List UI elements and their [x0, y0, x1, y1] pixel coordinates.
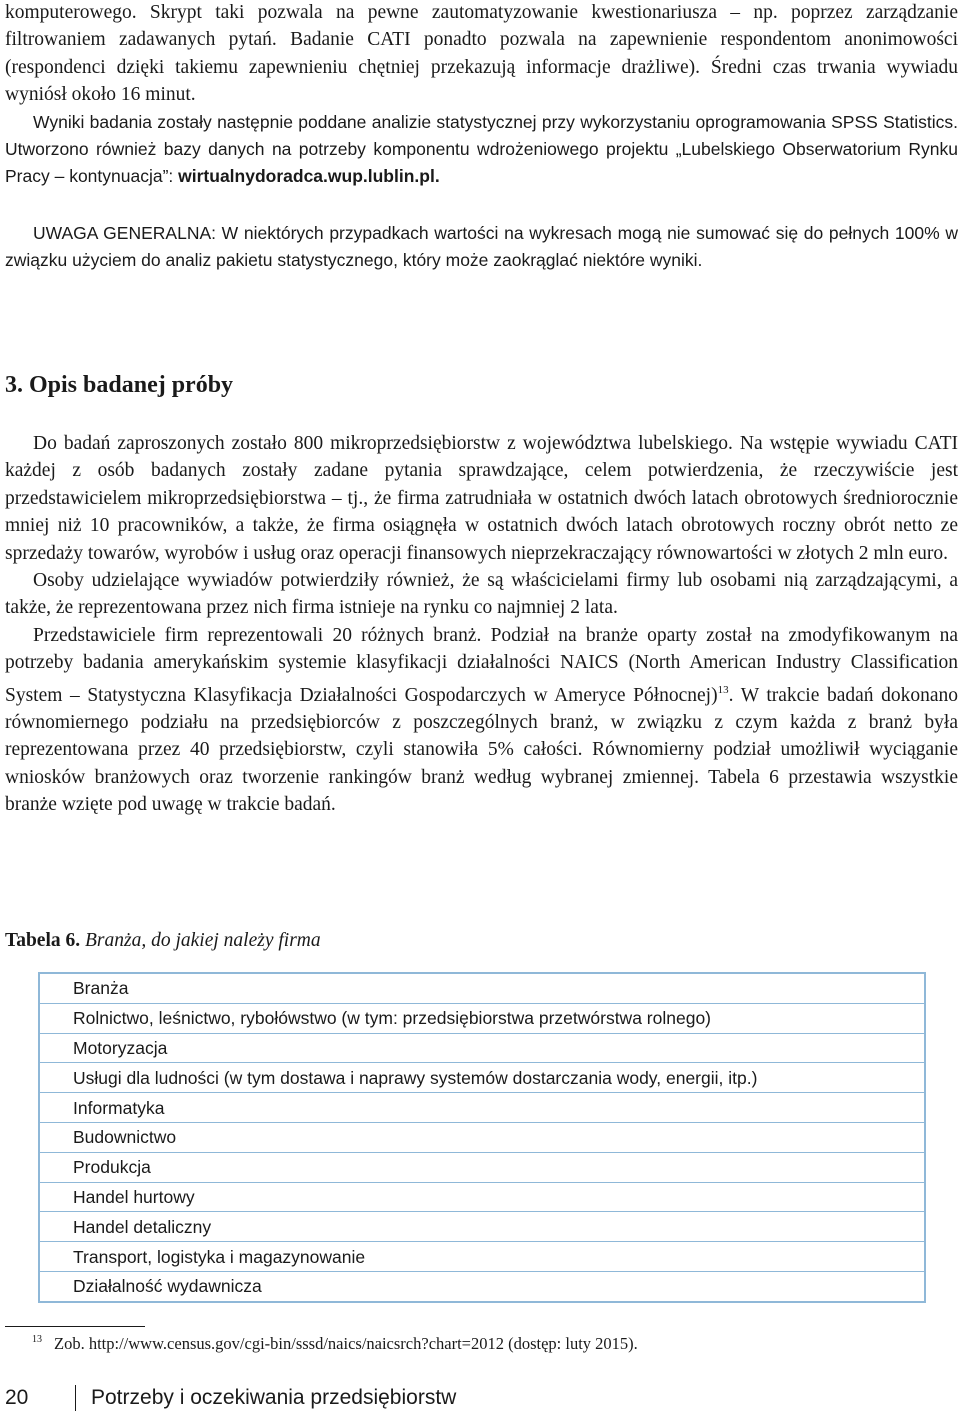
table-row	[39, 1271, 925, 1301]
footnote-text[interactable]: Zob. http://www.census.gov/cgi-bin/sssd/naics/naicsrch?chart=2012 (dostęp: luty 2015).	[54, 1334, 638, 1353]
section-paragraph-1: Do badań zaproszonych zostało 800 mikroprzedsiębiorstw z województwa lubelskiego. Na wstępie wywiadu CATI każdej z osób badanych zostały zadane pytania sprawdzające, celem potwierdzenia, że rzeczywiście jest przedstawicielem mikroprzedsiębiorstwa – tj., że firma zatrudniała w ostatnich dwóch latach obrotowych średniorocznie mniej niż 10 pracowników, a także, że firma osiągnęła w ostatnich dwóch latach obrotowych roczny obrót netto ze sprzedaży towarów, wyrobów i usług oraz operacji finansowych nieprzekraczający równowartości w złotych 2 mln euro.	[5, 433, 958, 564]
table-row	[39, 1122, 925, 1152]
industry-table	[38, 972, 926, 1303]
general-note-text: UWAGA GENERALNA: W niektórych przypadkach wartości na wykresach mogą nie sumować się do pełnych 100% w związku użyciem do analiz pakietu statystycznego, który może zaokrąglać niektóre wyniki.	[5, 223, 958, 271]
intro-paragraph-1: komputerowego. Skrypt taki pozwala na pewne zautomatyzowanie kwestionariusza – np. poprzez zarządzanie filtrowaniem zadawanych pytań. Badanie CATI ponadto pozwala na zapewnienie respondentom anonimowości (respondenci dzięki takiemu zapewnieniu chętniej przekazują informacje drażliwe). Średni czas trwania wywiadu wyniósł około 16 minut.	[5, 2, 958, 106]
section-paragraph-3-part-2: . W trakcie badań dokonano równomiernego podziału na przedsiębiorców z poszczególnych branż, w związku z czym każda z branż była reprezentowana przez 40 przedsiębiorstw, czyli stanowiła 5% całości. Równomierny podział umożliwił wyciąganie wniosków branżowych oraz tworzenie rankingów branż według wybranej zmiennej. Tabela 6 przestawia wszystkie branże wzięte pod uwagę w trakcie badań.	[5, 684, 958, 816]
intro-section	[5, 0, 958, 191]
table-row	[39, 1093, 925, 1123]
table-row	[39, 1242, 925, 1272]
intro-paragraph-2-text: Wyniki badania zostały następnie poddane analizie statystycznej przy wykorzystaniu oprogramowania SPSS Statistics. Utworzono również bazy danych na potrzeby komponentu wdrożeniowego projektu „Lubelskiego Obserwatorium Rynku Pracy – kontynuacja”:	[5, 111, 958, 187]
table-cell: Usługi dla ludności (w tym dostawa i naprawy systemów dostarczania wody, energii, itp.)	[39, 1063, 925, 1093]
table-row	[39, 1003, 925, 1033]
publication-title: Potrzeby i oczekiwania przedsiębiorstw	[91, 1386, 457, 1409]
table-row	[39, 1182, 925, 1212]
table-cell: Działalność wydawnicza	[73, 1276, 262, 1297]
page-footer	[5, 1383, 605, 1413]
section-body	[5, 430, 958, 819]
general-note	[5, 220, 958, 275]
website-link[interactable]: wirtualnydoradca.wup.lublin.pl.	[178, 166, 440, 187]
table-caption-number: Tabela 6.	[5, 930, 81, 951]
footnote-number: 13	[32, 1334, 42, 1345]
table-cell: Produkcja	[39, 1152, 925, 1182]
table-cell: Rolnictwo, leśnictwo, rybołówstwo (w tym: przedsiębiorstwa przetwórstwa rolnego)	[39, 1003, 925, 1033]
table-row	[39, 973, 925, 1003]
table-caption-title: Branża, do jakiej należy firma	[85, 930, 321, 951]
table-cell: Handel hurtowy	[39, 1182, 925, 1212]
table-row	[39, 1212, 925, 1242]
table-cell: Handel detaliczny	[39, 1212, 925, 1242]
table-row	[39, 1033, 925, 1063]
section-heading: 3. Opis badanej próby	[5, 372, 234, 398]
table-caption	[5, 930, 321, 952]
table-row	[39, 1152, 925, 1182]
table-cell: Transport, logistyka i magazynowanie	[39, 1242, 925, 1272]
table-cell: Informatyka	[39, 1093, 925, 1123]
footnote-reference[interactable]: 13	[717, 683, 729, 696]
table-cell: Budownictwo	[39, 1122, 925, 1152]
intro-paragraph-2	[5, 109, 958, 191]
table-header-cell: Branża	[39, 973, 925, 1003]
section-paragraph-3-part-1: Przedstawiciele firm reprezentowali 20 różnych branż. Podział na branże oparty został na zmodyfikowanym na potrzeby badania amerykańskim systemie klasyfikacji działalności NAICS (North American Industry Classification System – Statystyczna Klasyfikacja Działalności Gospodarczych w Ameryce Północnej)	[5, 624, 958, 706]
footer-divider	[75, 1385, 76, 1411]
table-cell: Motoryzacja	[39, 1033, 925, 1063]
section-paragraph-3	[5, 622, 958, 819]
table-row	[39, 1063, 925, 1093]
footnote-divider	[5, 1326, 145, 1327]
section-paragraph-2: Osoby udzielające wywiadów potwierdziły również, że są właścicielami firmy lub osobami nią zarządzającymi, a także, że reprezentowana przez nich firma istnieje na rynku co najmniej 2 lata.	[5, 570, 958, 619]
page-number: 20	[5, 1386, 29, 1409]
footnote	[32, 1334, 638, 1354]
